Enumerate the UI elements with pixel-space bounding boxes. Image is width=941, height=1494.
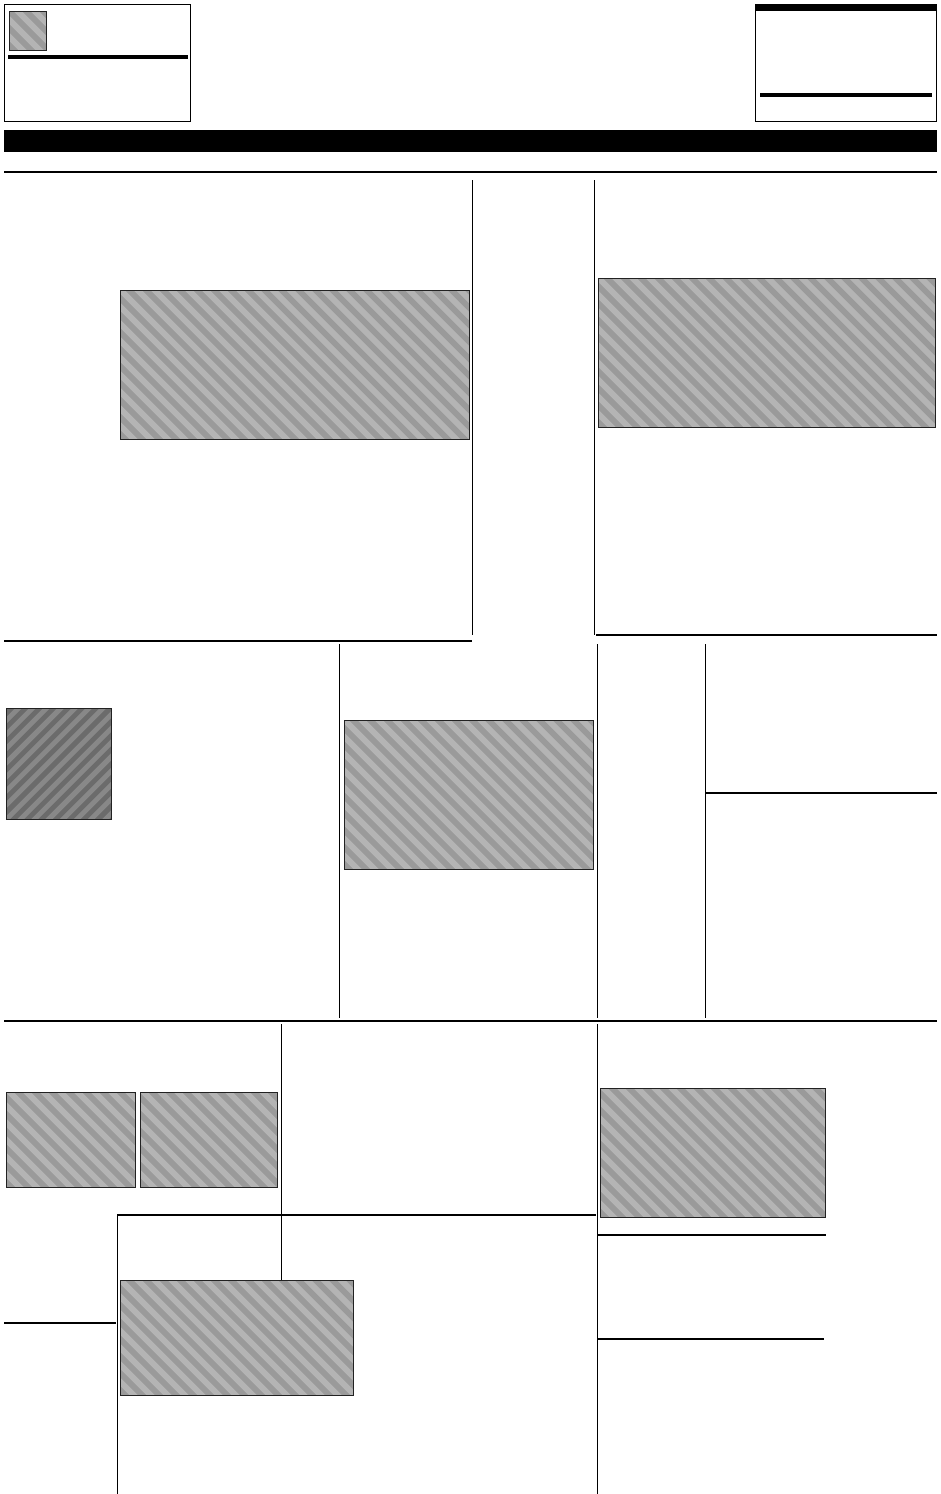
masthead-pre-title	[195, 2, 750, 32]
a14-body	[6, 1402, 116, 1492]
a6-body3	[600, 876, 704, 1016]
a6-photo	[344, 720, 594, 870]
divider	[598, 1338, 824, 1340]
a13-headline	[384, 1218, 594, 1298]
divider	[118, 1214, 596, 1216]
a6-body2	[466, 876, 594, 1016]
a12-headline	[120, 1218, 380, 1278]
divider	[339, 644, 340, 1018]
a1-body-mid1	[120, 444, 232, 638]
a4-caption	[6, 824, 112, 952]
a6-headline	[342, 648, 596, 718]
ad-name	[756, 5, 936, 11]
a1-headline	[6, 182, 470, 282]
a16-headline	[600, 1342, 822, 1376]
doctor-photo	[9, 11, 47, 51]
a4-body	[116, 708, 336, 820]
a11-photo	[600, 1088, 826, 1218]
a3-photo	[598, 278, 936, 428]
divider	[4, 1020, 937, 1022]
a17-headline	[600, 1238, 824, 1286]
a10-headline	[284, 1026, 594, 1084]
a11-body	[830, 1088, 936, 1336]
a6-body1	[344, 876, 462, 1016]
masthead	[195, 2, 750, 124]
divider	[598, 1234, 826, 1236]
divider	[117, 1214, 118, 1494]
a10-kicker	[284, 1086, 594, 1102]
a8-headline	[708, 798, 936, 862]
a7-body	[708, 716, 936, 788]
a4-photo	[6, 708, 112, 820]
a12-photo	[120, 1280, 354, 1396]
divider	[4, 1322, 116, 1324]
masthead-strip	[4, 130, 937, 152]
a2-kicker	[475, 180, 592, 234]
a3-body3	[826, 432, 936, 632]
a14-headline	[6, 1326, 116, 1398]
a1-photo	[120, 290, 470, 440]
a11-headline	[600, 1026, 936, 1084]
ad-firm-en	[760, 93, 932, 97]
ad-left-hospital	[4, 4, 191, 122]
a2-body	[475, 238, 592, 638]
a15-headline	[826, 1340, 936, 1396]
a9-headline	[6, 1026, 278, 1088]
divider	[596, 634, 937, 636]
divider	[705, 644, 706, 1018]
divider	[706, 792, 937, 794]
a15-body	[826, 1398, 936, 1492]
a9-photo-2	[140, 1092, 278, 1188]
a16-body	[600, 1378, 822, 1492]
divider	[597, 644, 598, 1018]
a9-photo-1	[6, 1092, 136, 1188]
divider	[4, 640, 472, 642]
a1-body-mid3	[352, 444, 470, 548]
a13-body	[360, 1304, 594, 1492]
a17-body	[600, 1290, 824, 1336]
issue-info-line	[4, 155, 937, 173]
a5-body	[116, 892, 336, 1012]
divider	[597, 1024, 598, 1494]
ad-right-enterprise	[755, 4, 937, 122]
a12-body	[120, 1400, 354, 1492]
a1-body-left	[6, 290, 116, 638]
a4-headline	[6, 646, 336, 704]
a7-headline	[708, 648, 936, 712]
a10-body	[284, 1106, 594, 1212]
a3-body1	[598, 432, 708, 632]
a3-headline	[598, 182, 936, 274]
a1-body-bottom	[236, 552, 470, 638]
a5-headline	[116, 826, 336, 890]
divider	[594, 180, 595, 635]
divider	[472, 180, 473, 635]
a3-body2	[712, 432, 822, 632]
a8-body	[708, 866, 936, 1016]
hospital-name	[8, 55, 188, 59]
